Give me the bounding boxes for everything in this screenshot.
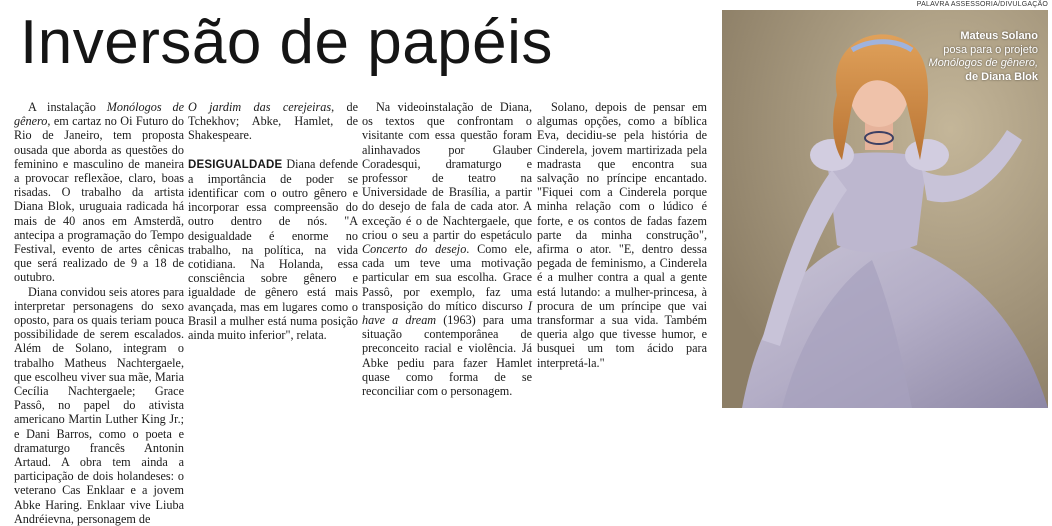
- section-kicker: DESIGUALDADE: [188, 158, 283, 171]
- paragraph-desigualdade: DESIGUALDADE Diana defende a importância de poder se identificar com o outro gênero e incorporar essa compreensão do outro dentro de nós. "A desigualdade é enorme no trabalho, na política, na vida cotidiana. Na Holanda, essa consciência sobre gênero e igualdade de gênero está mais avançada, mas em lugares como o Brasil a mulher está numa posição ainda muito inferior", relata.: [188, 156, 358, 343]
- paragraph-videoinstalacao: Na videoinstalação de Diana, os textos que confrontam o visitante com essa questão foram alinhavados por Glauber Coradesqui, dramaturgo e professor de teatro na Universidade de Brasília, a partir do desejo de fala de cada ator. A exceção é o de Nachtergaele, que criou o seu a partir do espetáculo Concerto do desejo. Como ele, cada um teve uma motivação particular em sua escolha. Grace Passô, por exemplo, faz uma transposição do mítico discurso I have a dream (1963) para uma situação contemporânea de preconceito racial e violência. Já Abke pediu para fazer Hamlet quase como forma de se reconciliar com o personagem.: [362, 100, 532, 399]
- paragraph-cast-cont: O jardim das cerejeiras, de Tchekhov; Abke, Hamlet, de Shakespeare.: [188, 100, 358, 143]
- photo-credit: PALAVRA ASSESSORIA/DIVULGAÇÃO: [916, 1, 1048, 8]
- text-column-4: [537, 100, 707, 370]
- paragraph-cast: Diana convidou seis atores para interpretar personagens do sexo oposto, para os quais teriam pouca possibilidade de serem escalados. Além de Solano, integram o trabalho Matheus Nachtergaele, que escolheu viver sua mãe, Maria Cecília Nachtergaele; Grace Passô, no papel do ativista americano Martin Luther King Jr.; e Dani Barros, como o poeta e dramaturgo francês Antonin Artaud. A obra tem ainda a participação de dois holandeses: o veterano Cas Enklaar e a jovem Abke Haring. Enklaar vive Liuba Andréievna, personagem de: [14, 284, 184, 526]
- caption-work-title: Monólogos de gênero,: [928, 57, 1038, 69]
- article-photo: [722, 10, 1048, 408]
- paragraph-solano: Solano, depois de pensar em algumas opções, como a bíblica Eva, decidiu-se pela história de Cinderela, jovem martirizada pela madrasta que encontra sua salvação no príncipe encantado. "Fiquei com a Cinderela porque minha relação com o lúdico é forte, e os contos de fadas fazem parte da minha construção", afirma o ator. "E, dentro dessa pegada de feminismo, a Cinderela é a mulher contra a qual a gente está lutando: a mulher-princesa, à procura de um príncipe que vai transformar a sua vida. Também queria algo que tivesse humor, e busquei um tom ácido para interpretá-la.": [537, 100, 707, 370]
- caption-artist: de Diana Blok: [965, 70, 1038, 83]
- paragraph-intro: A instalação Monólogos de gênero, em cartaz no Oi Futuro do Rio de Janeiro, tem proposta ousada que aborda as questões do feminino e masculino de maneira a provocar reflexãoe, claro, boas risadas. O trabalho da artista Diana Blok, uruguaia radicada há mais de 40 anos em Amsterdã, antecipa a programação do Tempo Festival, evento de artes cênicas que será realizado de 9 a 18 de outubro.: [14, 100, 184, 285]
- text-column-1: [14, 100, 184, 526]
- caption-line: posa para o projeto: [943, 43, 1038, 56]
- text-column-3: [362, 100, 532, 398]
- headline: Inversão de papéis: [20, 8, 553, 77]
- caption-name: Mateus Solano: [960, 30, 1038, 42]
- text-column-2: [188, 100, 358, 342]
- photo-caption: [868, 30, 1038, 84]
